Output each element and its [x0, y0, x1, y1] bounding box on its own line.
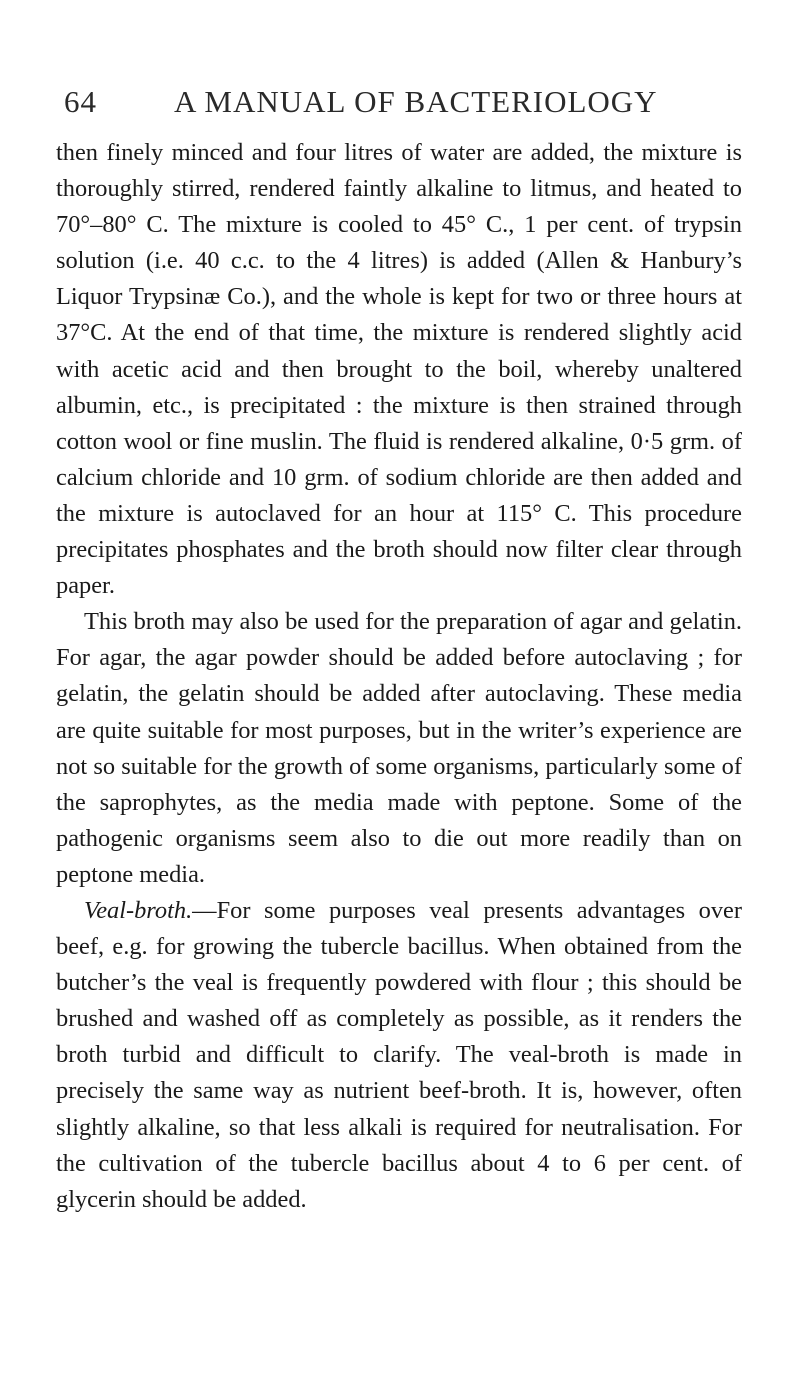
running-head [64, 84, 744, 124]
paragraph-veal-broth [56, 893, 742, 1218]
running-title: A MANUAL OF BACTERIOLOGY [174, 84, 658, 119]
page-number: 64 [64, 84, 97, 119]
body-text [56, 135, 742, 1218]
section-heading-veal-broth: Veal-broth. [84, 896, 193, 924]
paragraph-agar-gelatin: This broth may also be used for the preparation of agar and gelatin. For agar, the agar powder should be added before autoclaving ; for gelatin, the gelatin should be added after autoclaving. These media are quite suitable for most purposes, but in the writer’s experience are not so suitable for the growth of some organisms, particularly some of the saprophytes, as the media made with peptone. Some of the pathogenic organisms seem also to die out more readily than on peptone media. [56, 608, 742, 888]
veal-broth-text: —For some purposes veal presents advantages over beef, e.g. for growing the tubercle bacillus. When obtained from the butcher’s the veal is frequently powdered with flour ; this should be brushed and washed off as completely as possible, as it renders the broth turbid and difficult to clarify. The veal-broth is made in precisely the same way as nutrient beef-broth. It is, however, often slightly alkaline, so that less alkali is required for neutralisation. For the cultivation of the tubercle bacillus about 4 to 6 per cent. of glycerin should be added. [56, 896, 742, 1213]
paragraph-trypsin-broth: then finely minced and four litres of water are added, the mixture is thoroughly stirred, rendered faintly alkaline to litmus, and heated to 70°–80° C. The mixture is cooled to 45° C., 1 per cent. of trypsin solution (i.e. 40 c.c. to the 4 litres) is added (Allen & Hanbury’s Liquor Trypsinæ Co.), and the whole is kept for two or three hours at 37°C. At the end of that time, the mixture is rendered slightly acid with acetic acid and then brought to the boil, whereby unaltered albumin, etc., is precipitated : the mixture is then strained through cotton wool or fine muslin. The fluid is rendered alkaline, 0·5 grm. of calcium chloride and 10 grm. of sodium chloride are then added and the mixture is autoclaved for an hour at 115° C. This procedure precipitates phosphates and the broth should now filter clear through paper. [56, 139, 742, 600]
